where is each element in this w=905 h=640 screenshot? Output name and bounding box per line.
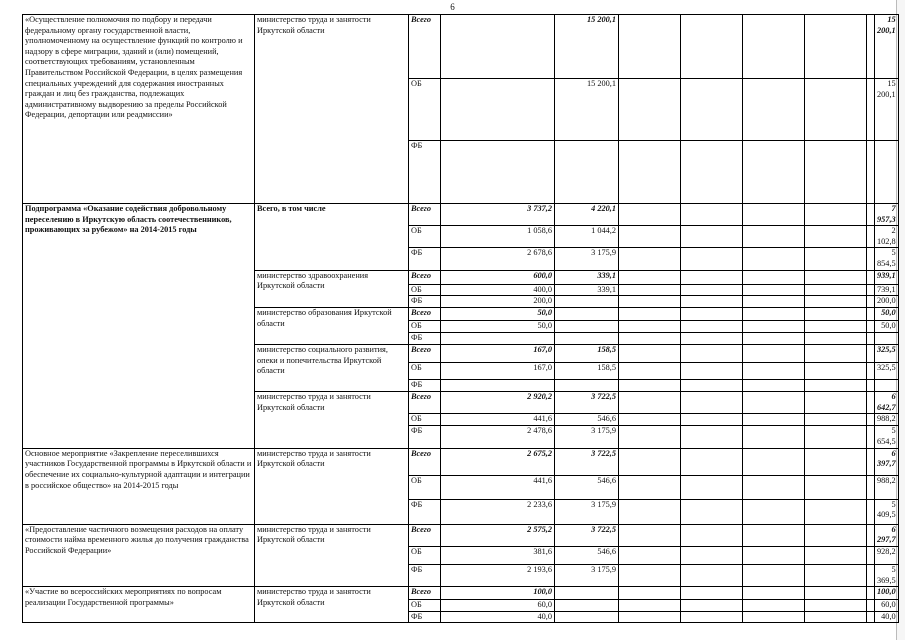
blank-cell-c <box>743 475 805 499</box>
source-cell: ОБ <box>409 226 441 248</box>
value-2015-cell: 339,1 <box>555 284 619 296</box>
blank-cell-a <box>619 587 681 600</box>
source-cell: ОБ <box>409 321 441 333</box>
value-2015-cell: 546,6 <box>555 546 619 564</box>
blank-cell-b <box>681 524 743 546</box>
value-total-cell: 928,2 <box>875 546 899 564</box>
blank-cell-a <box>619 333 681 345</box>
value-total-cell: 988,2 <box>875 414 899 426</box>
blank-cell-e <box>867 475 875 499</box>
blank-cell-d <box>805 524 867 546</box>
blank-cell-d <box>805 426 867 448</box>
blank-cell-d <box>805 345 867 363</box>
source-cell: ОБ <box>409 284 441 296</box>
blank-cell-a <box>619 392 681 414</box>
blank-cell-e <box>867 333 875 345</box>
blank-cell-d <box>805 363 867 380</box>
table-row <box>23 204 899 226</box>
blank-cell-a <box>619 204 681 226</box>
value-2015-cell <box>555 333 619 345</box>
value-total-cell: 5 409,5 <box>875 499 899 524</box>
blank-cell-c <box>743 448 805 475</box>
blank-cell-c <box>743 524 805 546</box>
value-2014-cell: 50,0 <box>441 308 555 321</box>
value-2015-cell: 158,5 <box>555 345 619 363</box>
blank-cell-c <box>743 226 805 248</box>
blank-cell-e <box>867 321 875 333</box>
value-2014-cell: 2 675,2 <box>441 448 555 475</box>
blank-cell-d <box>805 321 867 333</box>
blank-cell-c <box>743 426 805 448</box>
value-total-cell: 6 297,7 <box>875 524 899 546</box>
executor-cell: министерство труда и занятости Иркутской области <box>255 587 409 623</box>
blank-cell-d <box>805 248 867 270</box>
blank-cell-c <box>743 345 805 363</box>
value-total-cell: 5 654,5 <box>875 426 899 448</box>
blank-cell-c <box>743 204 805 226</box>
blank-cell-b <box>681 333 743 345</box>
value-2014-cell <box>441 141 555 204</box>
value-2015-cell: 3 722,5 <box>555 392 619 414</box>
value-total-cell: 739,1 <box>875 284 899 296</box>
source-cell: Всего <box>409 392 441 414</box>
blank-cell-b <box>681 15 743 79</box>
blank-cell-b <box>681 475 743 499</box>
budget-table <box>22 14 899 623</box>
blank-cell-d <box>805 296 867 308</box>
blank-cell-a <box>619 141 681 204</box>
value-2014-cell: 40,0 <box>441 611 555 623</box>
blank-cell-e <box>867 380 875 392</box>
blank-cell-d <box>805 564 867 586</box>
blank-cell-b <box>681 448 743 475</box>
source-cell: Всего <box>409 524 441 546</box>
blank-cell-a <box>619 345 681 363</box>
blank-cell-a <box>619 363 681 380</box>
executor-cell: министерство здравоохранения Иркутской области <box>255 270 409 308</box>
blank-cell-e <box>867 524 875 546</box>
value-total-cell: 15 200,1 <box>875 79 899 141</box>
value-2015-cell: 3 722,5 <box>555 448 619 475</box>
value-2014-cell: 2 478,6 <box>441 426 555 448</box>
blank-cell-d <box>805 600 867 612</box>
blank-cell-a <box>619 270 681 284</box>
value-2015-cell <box>555 141 619 204</box>
blank-cell-b <box>681 308 743 321</box>
table-row <box>23 15 899 79</box>
value-2015-cell: 339,1 <box>555 270 619 284</box>
source-cell: ФБ <box>409 380 441 392</box>
blank-cell-a <box>619 611 681 623</box>
blank-cell-b <box>681 321 743 333</box>
blank-cell-b <box>681 248 743 270</box>
blank-cell-b <box>681 499 743 524</box>
blank-cell-d <box>805 448 867 475</box>
executor-cell: министерство труда и занятости Иркутской области <box>255 15 409 204</box>
blank-cell-a <box>619 79 681 141</box>
blank-cell-e <box>867 204 875 226</box>
blank-cell-e <box>867 392 875 414</box>
blank-cell-a <box>619 524 681 546</box>
table-row <box>23 448 899 475</box>
blank-cell-a <box>619 414 681 426</box>
blank-cell-e <box>867 426 875 448</box>
blank-cell-e <box>867 363 875 380</box>
blank-cell-e <box>867 546 875 564</box>
blank-cell-a <box>619 475 681 499</box>
value-2015-cell: 546,6 <box>555 475 619 499</box>
blank-cell-b <box>681 296 743 308</box>
measure-name-cell: «Участие во всероссийских мероприятиях по вопросам реализации Государственной программы» <box>23 587 255 623</box>
blank-cell-a <box>619 426 681 448</box>
value-2015-cell <box>555 611 619 623</box>
blank-cell-d <box>805 499 867 524</box>
blank-cell-b <box>681 79 743 141</box>
blank-cell-c <box>743 414 805 426</box>
blank-cell-c <box>743 141 805 204</box>
value-total-cell: 40,0 <box>875 611 899 623</box>
blank-cell-d <box>805 79 867 141</box>
blank-cell-b <box>681 564 743 586</box>
blank-cell-c <box>743 270 805 284</box>
value-2015-cell: 1 044,2 <box>555 226 619 248</box>
blank-cell-c <box>743 79 805 141</box>
blank-cell-c <box>743 284 805 296</box>
value-2014-cell: 400,0 <box>441 284 555 296</box>
blank-cell-c <box>743 587 805 600</box>
value-total-cell: 50,0 <box>875 308 899 321</box>
table-row <box>23 587 899 600</box>
blank-cell-d <box>805 141 867 204</box>
value-2014-cell: 2 193,6 <box>441 564 555 586</box>
value-2015-cell <box>555 308 619 321</box>
value-total-cell: 7 957,3 <box>875 204 899 226</box>
blank-cell-d <box>805 204 867 226</box>
blank-cell-e <box>867 564 875 586</box>
value-2015-cell: 3 175,9 <box>555 426 619 448</box>
value-2014-cell: 60,0 <box>441 600 555 612</box>
blank-cell-e <box>867 296 875 308</box>
blank-cell-d <box>805 392 867 414</box>
value-2015-cell <box>555 296 619 308</box>
source-cell: ОБ <box>409 363 441 380</box>
blank-cell-b <box>681 587 743 600</box>
source-cell: ФБ <box>409 141 441 204</box>
blank-cell-b <box>681 345 743 363</box>
blank-cell-e <box>867 141 875 204</box>
value-2015-cell: 4 220,1 <box>555 204 619 226</box>
value-2014-cell: 167,0 <box>441 363 555 380</box>
value-2014-cell: 2 575,2 <box>441 524 555 546</box>
value-total-cell <box>875 141 899 204</box>
value-2015-cell <box>555 600 619 612</box>
value-2015-cell: 15 200,1 <box>555 15 619 79</box>
blank-cell-b <box>681 363 743 380</box>
program-name-cell: Подпрограмма «Оказание содействия добровольному переселению в Иркутскую область соотечественников, проживающих за рубежом» на 2014-2015 годы <box>23 204 255 449</box>
blank-cell-e <box>867 79 875 141</box>
blank-cell-e <box>867 226 875 248</box>
value-total-cell: 6 642,7 <box>875 392 899 414</box>
value-2015-cell <box>555 321 619 333</box>
value-total-cell: 15 200,1 <box>875 15 899 79</box>
value-total-cell: 939,1 <box>875 270 899 284</box>
value-total-cell <box>875 333 899 345</box>
blank-cell-b <box>681 546 743 564</box>
blank-cell-a <box>619 248 681 270</box>
blank-cell-e <box>867 308 875 321</box>
value-2014-cell: 3 737,2 <box>441 204 555 226</box>
blank-cell-a <box>619 600 681 612</box>
blank-cell-d <box>805 333 867 345</box>
blank-cell-d <box>805 15 867 79</box>
source-cell: ФБ <box>409 248 441 270</box>
blank-cell-e <box>867 611 875 623</box>
blank-cell-d <box>805 226 867 248</box>
source-cell: Всего <box>409 204 441 226</box>
blank-cell-e <box>867 414 875 426</box>
blank-cell-e <box>867 248 875 270</box>
blank-cell-c <box>743 248 805 270</box>
source-cell: Всего <box>409 587 441 600</box>
blank-cell-c <box>743 363 805 380</box>
value-2014-cell: 2 920,2 <box>441 392 555 414</box>
blank-cell-c <box>743 564 805 586</box>
source-cell: Всего <box>409 448 441 475</box>
source-cell: ОБ <box>409 546 441 564</box>
blank-cell-c <box>743 333 805 345</box>
executor-cell: министерство труда и занятости Иркутской области <box>255 448 409 524</box>
blank-cell-c <box>743 296 805 308</box>
value-2014-cell: 381,6 <box>441 546 555 564</box>
blank-cell-b <box>681 414 743 426</box>
executor-cell: министерство труда и занятости Иркутской области <box>255 392 409 448</box>
source-cell: ОБ <box>409 475 441 499</box>
table-row <box>23 524 899 546</box>
blank-cell-a <box>619 564 681 586</box>
blank-cell-d <box>805 308 867 321</box>
value-total-cell: 60,0 <box>875 600 899 612</box>
value-total-cell: 6 397,7 <box>875 448 899 475</box>
value-2015-cell: 546,6 <box>555 414 619 426</box>
blank-cell-a <box>619 284 681 296</box>
blank-cell-b <box>681 204 743 226</box>
blank-cell-a <box>619 448 681 475</box>
blank-cell-d <box>805 587 867 600</box>
source-cell: ФБ <box>409 564 441 586</box>
source-cell: Всего <box>409 308 441 321</box>
value-total-cell: 988,2 <box>875 475 899 499</box>
blank-cell-d <box>805 414 867 426</box>
blank-cell-c <box>743 392 805 414</box>
source-cell: ФБ <box>409 426 441 448</box>
blank-cell-b <box>681 426 743 448</box>
value-2014-cell <box>441 380 555 392</box>
measure-name-cell: «Предоставление частичного возмещения расходов на оплату стоимости найма временного жилья до получения гражданства Российской Федерации» <box>23 524 255 586</box>
source-cell: ФБ <box>409 296 441 308</box>
blank-cell-e <box>867 448 875 475</box>
source-cell: ФБ <box>409 333 441 345</box>
blank-cell-a <box>619 321 681 333</box>
value-2015-cell: 3 175,9 <box>555 499 619 524</box>
blank-cell-a <box>619 380 681 392</box>
blank-cell-e <box>867 345 875 363</box>
value-2014-cell: 200,0 <box>441 296 555 308</box>
value-2014-cell: 441,6 <box>441 414 555 426</box>
blank-cell-c <box>743 499 805 524</box>
source-cell: Всего <box>409 270 441 284</box>
blank-cell-c <box>743 600 805 612</box>
value-2014-cell: 600,0 <box>441 270 555 284</box>
source-cell: ОБ <box>409 600 441 612</box>
blank-cell-a <box>619 15 681 79</box>
value-total-cell: 5 369,5 <box>875 564 899 586</box>
value-2015-cell: 15 200,1 <box>555 79 619 141</box>
source-cell: ФБ <box>409 499 441 524</box>
blank-cell-e <box>867 284 875 296</box>
blank-cell-b <box>681 270 743 284</box>
value-2015-cell: 3 175,9 <box>555 564 619 586</box>
blank-cell-b <box>681 600 743 612</box>
blank-cell-b <box>681 611 743 623</box>
value-total-cell: 2 102,8 <box>875 226 899 248</box>
source-cell: ОБ <box>409 414 441 426</box>
value-2014-cell: 167,0 <box>441 345 555 363</box>
value-2014-cell: 2 678,6 <box>441 248 555 270</box>
value-total-cell: 200,0 <box>875 296 899 308</box>
value-2014-cell <box>441 79 555 141</box>
blank-cell-d <box>805 270 867 284</box>
blank-cell-c <box>743 321 805 333</box>
blank-cell-b <box>681 226 743 248</box>
source-cell: Всего <box>409 15 441 79</box>
measure-name-cell: Основное мероприятие «Закрепление переселившихся участников Государственной программы в Иркутской области и обеспечение их социально-культурной адаптации и интеграции в российское общество» на 2014-2015 годы <box>23 448 255 524</box>
source-cell: ОБ <box>409 79 441 141</box>
value-total-cell: 325,5 <box>875 363 899 380</box>
value-2015-cell: 3 175,9 <box>555 248 619 270</box>
value-2015-cell: 3 722,5 <box>555 524 619 546</box>
blank-cell-b <box>681 392 743 414</box>
blank-cell-d <box>805 611 867 623</box>
blank-cell-e <box>867 15 875 79</box>
blank-cell-a <box>619 546 681 564</box>
value-total-cell: 5 854,5 <box>875 248 899 270</box>
blank-cell-b <box>681 141 743 204</box>
blank-cell-c <box>743 546 805 564</box>
executor-cell: министерство образования Иркутской области <box>255 308 409 345</box>
page-number: 6 <box>450 2 455 12</box>
measure-name-cell: «Осуществление полномочия по подбору и передачи федеральному органу государственной власти, уполномоченному на осуществление функций по контролю и надзору в сфере миграции, зданий и (или) помещений, соответствующих требованиям, установленным Правительством Российской Федерации, в целях размещения специальных учреждений для содержания иностранных граждан и лиц без гражданства, подлежащих административному выдворению за пределы Российской Федерации, депортации или реадмиссии» <box>23 15 255 204</box>
value-2014-cell: 2 233,6 <box>441 499 555 524</box>
blank-cell-e <box>867 587 875 600</box>
blank-cell-d <box>805 475 867 499</box>
blank-cell-d <box>805 380 867 392</box>
value-2014-cell <box>441 333 555 345</box>
executor-cell: Всего, в том числе <box>255 204 409 271</box>
source-cell: Всего <box>409 345 441 363</box>
value-2014-cell: 100,0 <box>441 587 555 600</box>
value-2014-cell <box>441 15 555 79</box>
blank-cell-d <box>805 284 867 296</box>
blank-cell-c <box>743 15 805 79</box>
blank-cell-e <box>867 270 875 284</box>
source-cell: ФБ <box>409 611 441 623</box>
blank-cell-c <box>743 611 805 623</box>
blank-cell-a <box>619 308 681 321</box>
value-2015-cell: 158,5 <box>555 363 619 380</box>
value-2015-cell <box>555 380 619 392</box>
blank-cell-a <box>619 226 681 248</box>
blank-cell-d <box>805 546 867 564</box>
blank-cell-e <box>867 600 875 612</box>
value-2014-cell: 1 058,6 <box>441 226 555 248</box>
value-2014-cell: 50,0 <box>441 321 555 333</box>
value-2015-cell <box>555 587 619 600</box>
blank-cell-c <box>743 380 805 392</box>
blank-cell-a <box>619 499 681 524</box>
value-total-cell: 50,0 <box>875 321 899 333</box>
value-total-cell: 325,5 <box>875 345 899 363</box>
executor-cell: министерство труда и занятости Иркутской области <box>255 524 409 586</box>
blank-cell-c <box>743 308 805 321</box>
value-total-cell: 100,0 <box>875 587 899 600</box>
blank-cell-a <box>619 296 681 308</box>
blank-cell-b <box>681 284 743 296</box>
blank-cell-b <box>681 380 743 392</box>
executor-cell: министерство социального развития, опеки и попечительства Иркутской области <box>255 345 409 392</box>
value-total-cell <box>875 380 899 392</box>
blank-cell-e <box>867 499 875 524</box>
value-2014-cell: 441,6 <box>441 475 555 499</box>
